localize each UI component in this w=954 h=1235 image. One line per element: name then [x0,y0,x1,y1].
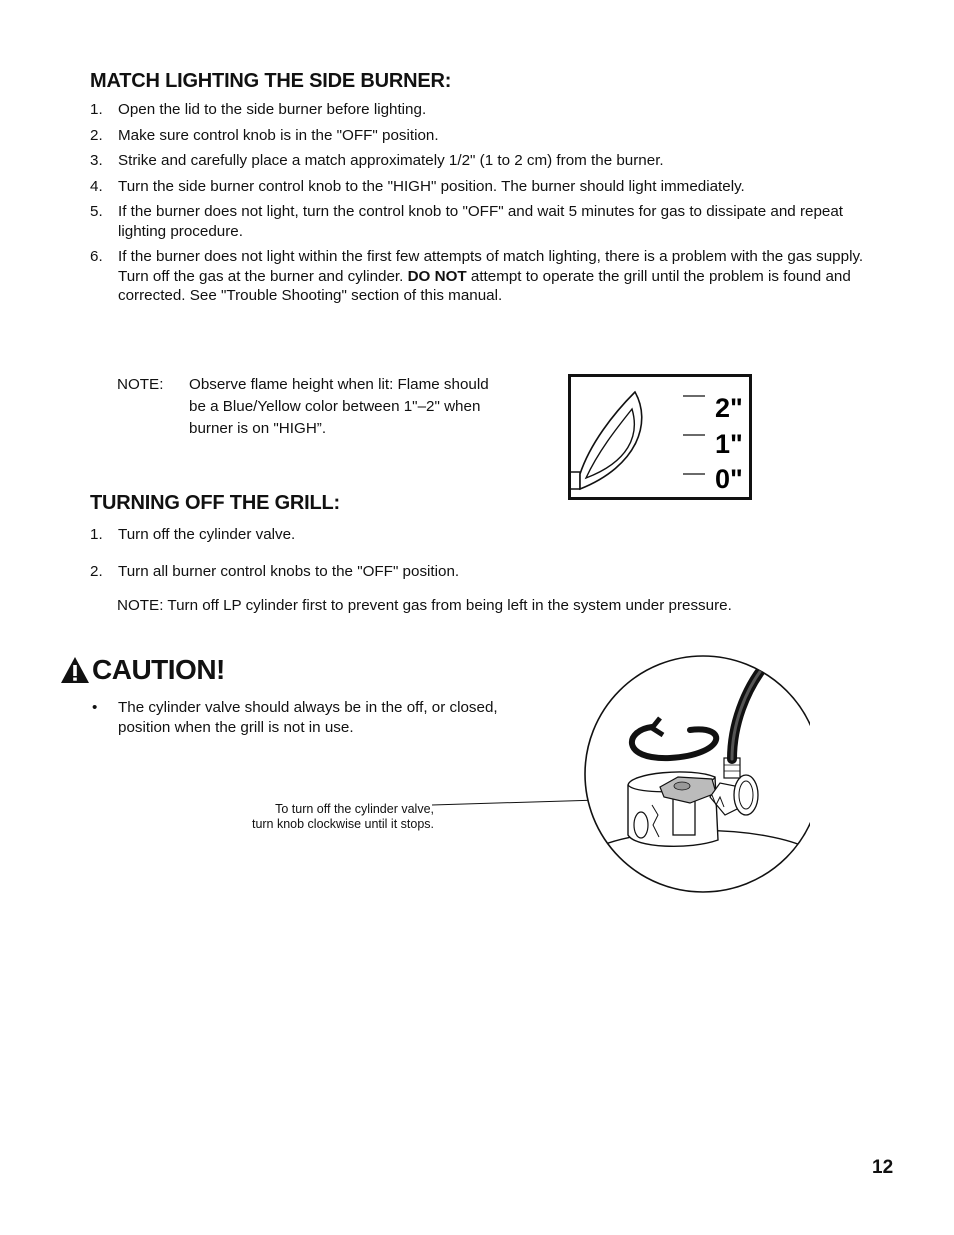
flame-height-diagram [568,374,752,500]
cylinder-valve-callout: To turn off the cylinder valve, turn knob clockwise until it stops. [251,802,434,831]
caution-title: CAUTION! [92,654,225,685]
page-number: 12 [872,1157,894,1178]
list-item: 6. If the burner does not light within the first few attempts of match lighting, there is a problem with the gas supply. Turn off the gas at the burner and cylinder. DO NOT attempt to operate the grill until the problem is found and corrected. See "Trouble Shooting" section of this manual. [90,248,864,304]
flame-label-2in: 2" [715,393,743,423]
section-title-turning-off: TURNING OFF THE GRILL: [90,492,341,514]
list-item: 1. Open the lid to the side burner before lighting. [90,101,427,118]
turning-off-steps [90,525,880,587]
list-item: 4. Turn the side burner control knob to the "HIGH" position. The burner should light immediately. [90,177,745,195]
caution-bullet: • The cylinder valve should always be in the off, or closed, position when the grill is not in use. [92,699,498,736]
flame-label-0in: 0" [715,464,743,494]
list-item: 2. Turn all burner control knobs to the "OFF" position. [90,562,460,580]
list-item: 5. If the burner does not light, turn the control knob to "OFF" and wait 5 minutes for gas to dissipate and repeat lighting procedure. [90,203,844,240]
list-item: 1. Turn off the cylinder valve. [90,526,296,543]
list-item: 2. Make sure control knob is in the "OFF" position. [90,126,439,144]
flame-label-1in: 1" [715,429,743,459]
turning-off-note: NOTE: Turn off LP cylinder first to prevent gas from being left in the system under pressure. [117,597,732,614]
caution-heading [60,654,225,686]
list-item: 3. Strike and carefully place a match approximately 1/2" (1 to 2 cm) from the burner. [90,152,664,169]
warning-triangle-icon [60,656,90,684]
section-title-match-lighting: MATCH LIGHTING THE SIDE BURNER: [90,70,452,92]
flame-note-label: NOTE: [117,376,164,393]
match-lighting-steps [90,100,880,312]
flame-note-text: Observe flame height when lit: Flame should be a Blue/Yellow color between 1"–2" when burner is on "HIGH”. [189,376,489,437]
cylinder-valve-illustration [420,655,810,900]
